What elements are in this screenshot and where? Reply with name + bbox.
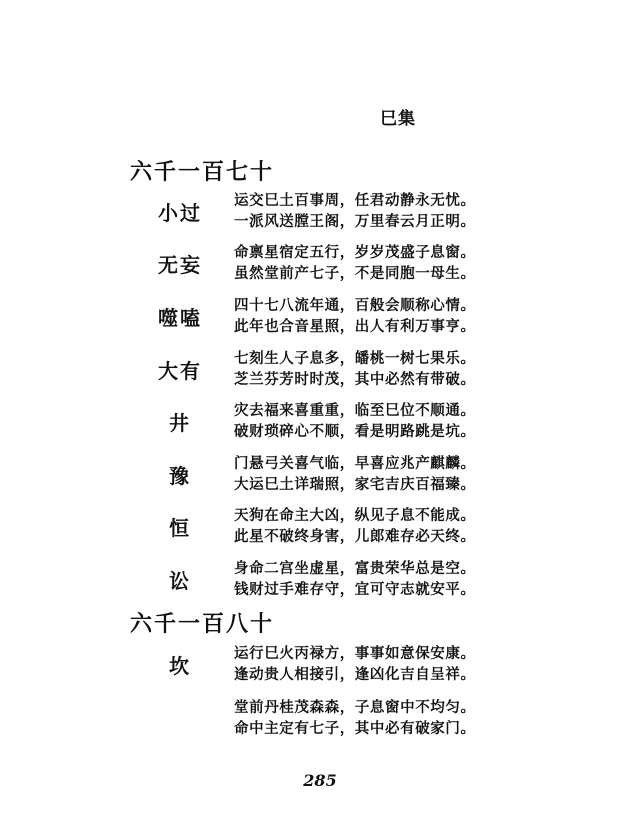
verse — [234, 190, 476, 232]
verse-line: 命禀星宿定五行，岁岁茂盛子息窗。 — [234, 244, 476, 261]
verse — [234, 697, 476, 739]
verse-line: 天狗在命主大凶，纵见子息不能成。 — [234, 507, 476, 524]
verse-line: 此星不破终身害，儿郎难存必天终。 — [234, 528, 476, 545]
running-header: 巳集 — [380, 109, 416, 129]
verse-line: 破财琐碎心不顺，看是明路跳是坑。 — [234, 423, 476, 440]
hexagram-name: 噬嗑 — [158, 306, 202, 330]
verse — [234, 242, 476, 284]
verse — [234, 453, 476, 495]
list-item — [0, 295, 640, 339]
hexagram-name: 井 — [169, 411, 191, 435]
verse — [234, 295, 476, 337]
verse — [234, 348, 476, 390]
section-title: 六千一百八十 — [130, 611, 275, 637]
verse — [234, 643, 476, 685]
verse — [234, 400, 476, 442]
hexagram-name: 小过 — [158, 201, 202, 225]
list-item — [0, 643, 640, 687]
list-item — [0, 697, 640, 741]
verse-line: 灾去福来喜重重，临至巳位不顺通。 — [234, 402, 476, 419]
list-item — [0, 453, 640, 497]
verse-line: 运交巳土百事周，任君动静永无忧。 — [234, 192, 476, 209]
verse — [234, 558, 476, 600]
verse-line: 身命二宫坐虚星，富贵荣华总是空。 — [234, 560, 476, 577]
list-item — [0, 505, 640, 549]
verse-line: 门悬弓关喜气临，早喜应兆产麒麟。 — [234, 455, 476, 472]
page-number: 285 — [303, 771, 337, 790]
verse-line: 堂前丹桂茂森森，子息窗中不均匀。 — [234, 699, 476, 716]
hexagram-name: 大有 — [158, 359, 202, 383]
hexagram-name: 豫 — [169, 464, 191, 488]
hexagram-name: 讼 — [169, 569, 191, 593]
list-item — [0, 558, 640, 602]
section-title: 六千一百七十 — [130, 159, 275, 185]
verse-line: 一派风送膛王阁，万里春云月正明。 — [234, 213, 476, 230]
list-item — [0, 190, 640, 234]
verse-line: 逢动贵人相接引，逢凶化吉自呈祥。 — [234, 666, 476, 683]
hexagram-name: 坎 — [169, 654, 191, 678]
verse-line: 运行巳火丙禄方，事事如意保安康。 — [234, 645, 476, 662]
list-item — [0, 348, 640, 392]
verse-line: 命中主定有七子，其中必有破家门。 — [234, 720, 476, 737]
verse-line: 七刻生人子息多，皤桃一树七果乐。 — [234, 350, 476, 367]
verse-line: 芝兰芬芳时时茂，其中必然有带破。 — [234, 371, 476, 388]
hexagram-name: 恒 — [169, 516, 191, 540]
verse-line: 虽然堂前产七子，不是同胞一母生。 — [234, 265, 476, 282]
hexagram-name: 无妄 — [158, 253, 202, 277]
verse-line: 钱财过手难存守，宜可守志就安平。 — [234, 581, 476, 598]
verse-line: 四十七八流年通，百般会顺称心情。 — [234, 297, 476, 314]
list-item — [0, 400, 640, 444]
verse — [234, 505, 476, 547]
verse-line: 此年也合音星照，出人有利万事亨。 — [234, 318, 476, 335]
verse-line: 大运巳土详瑞照，家宅吉庆百福臻。 — [234, 476, 476, 493]
list-item — [0, 242, 640, 286]
